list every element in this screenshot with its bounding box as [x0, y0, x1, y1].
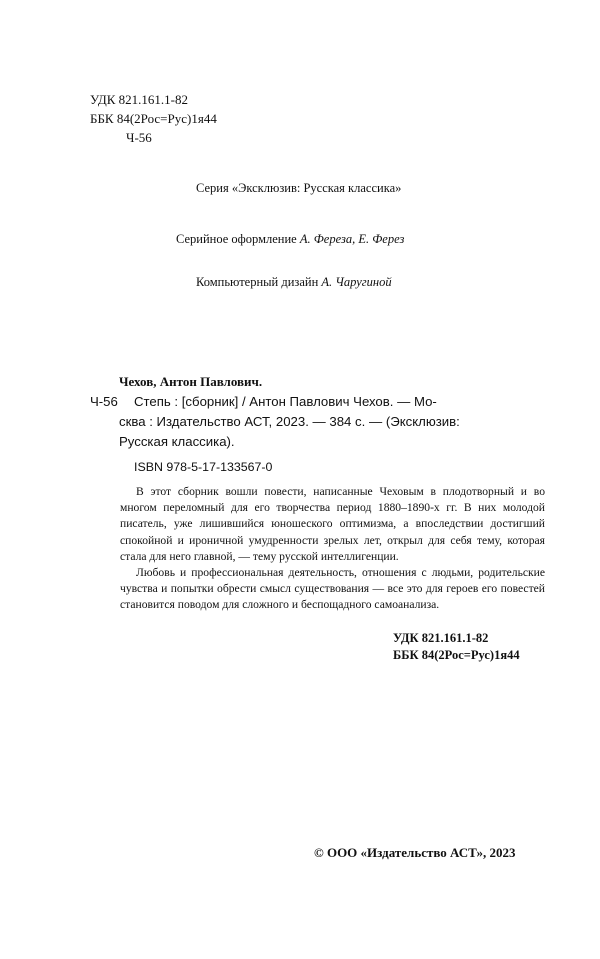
computer-design-name: А. Чаругиной	[321, 275, 392, 289]
series-line: Серия «Эксклюзив: Русская классика»	[196, 181, 402, 195]
series-design-prefix: Серийное оформление	[176, 232, 300, 246]
copyright-line: © ООО «Издательство АСТ», 2023	[314, 845, 516, 860]
udk-code: УДК 821.161.1-82	[90, 92, 189, 107]
computer-design-line	[196, 275, 392, 290]
author-mark: Ч-56	[126, 130, 152, 145]
catalog-line-2: сква : Издательство АСТ, 2023. — 384 с. — (Эксклюзив:	[119, 414, 460, 429]
annotation	[120, 484, 545, 614]
catalog-line-3: Русская классика).	[119, 434, 235, 449]
footer-bbk-code: ББК 84(2Рос=Рус)1я44	[393, 648, 520, 662]
series-design-names: А. Фереза, Е. Ферез	[299, 232, 405, 246]
footer-udk-code: УДК 821.161.1-82	[393, 631, 489, 645]
annotation-paragraph-1: В этот сборник вошли повести, написанные Чеховым в плодотворный и во многом переломный для его творчества период 1880–1890-х гг. В них молодой писатель, уже лишившийся юношеского оптимизма, а впоследствии достигший спокойной и ироничной умудренности зрелых лет, открыл для себя тему, которая стала для него главной, — тему русской интеллигенции.	[120, 485, 545, 563]
annotation-paragraph-2: Любовь и профессиональная деятельность, отношения с людьми, родительские чувства и попытки обрести смысл существования — все это для героев его повестей становится поводом для сложного и беспощадного самоанализа.	[120, 566, 545, 612]
series-design-line	[176, 232, 404, 247]
catalog-mark: Ч-56	[90, 394, 118, 409]
catalog-author: Чехов, Антон Павлович.	[119, 374, 263, 389]
computer-design-prefix: Компьютерный дизайн	[196, 275, 322, 289]
bbk-code: ББК 84(2Рос=Рус)1я44	[90, 111, 217, 126]
isbn: ISBN 978-5-17-133567-0	[134, 460, 273, 474]
catalog-line-1: Степь : [сборник] / Антон Павлович Чехов. — Мо-	[134, 394, 437, 409]
